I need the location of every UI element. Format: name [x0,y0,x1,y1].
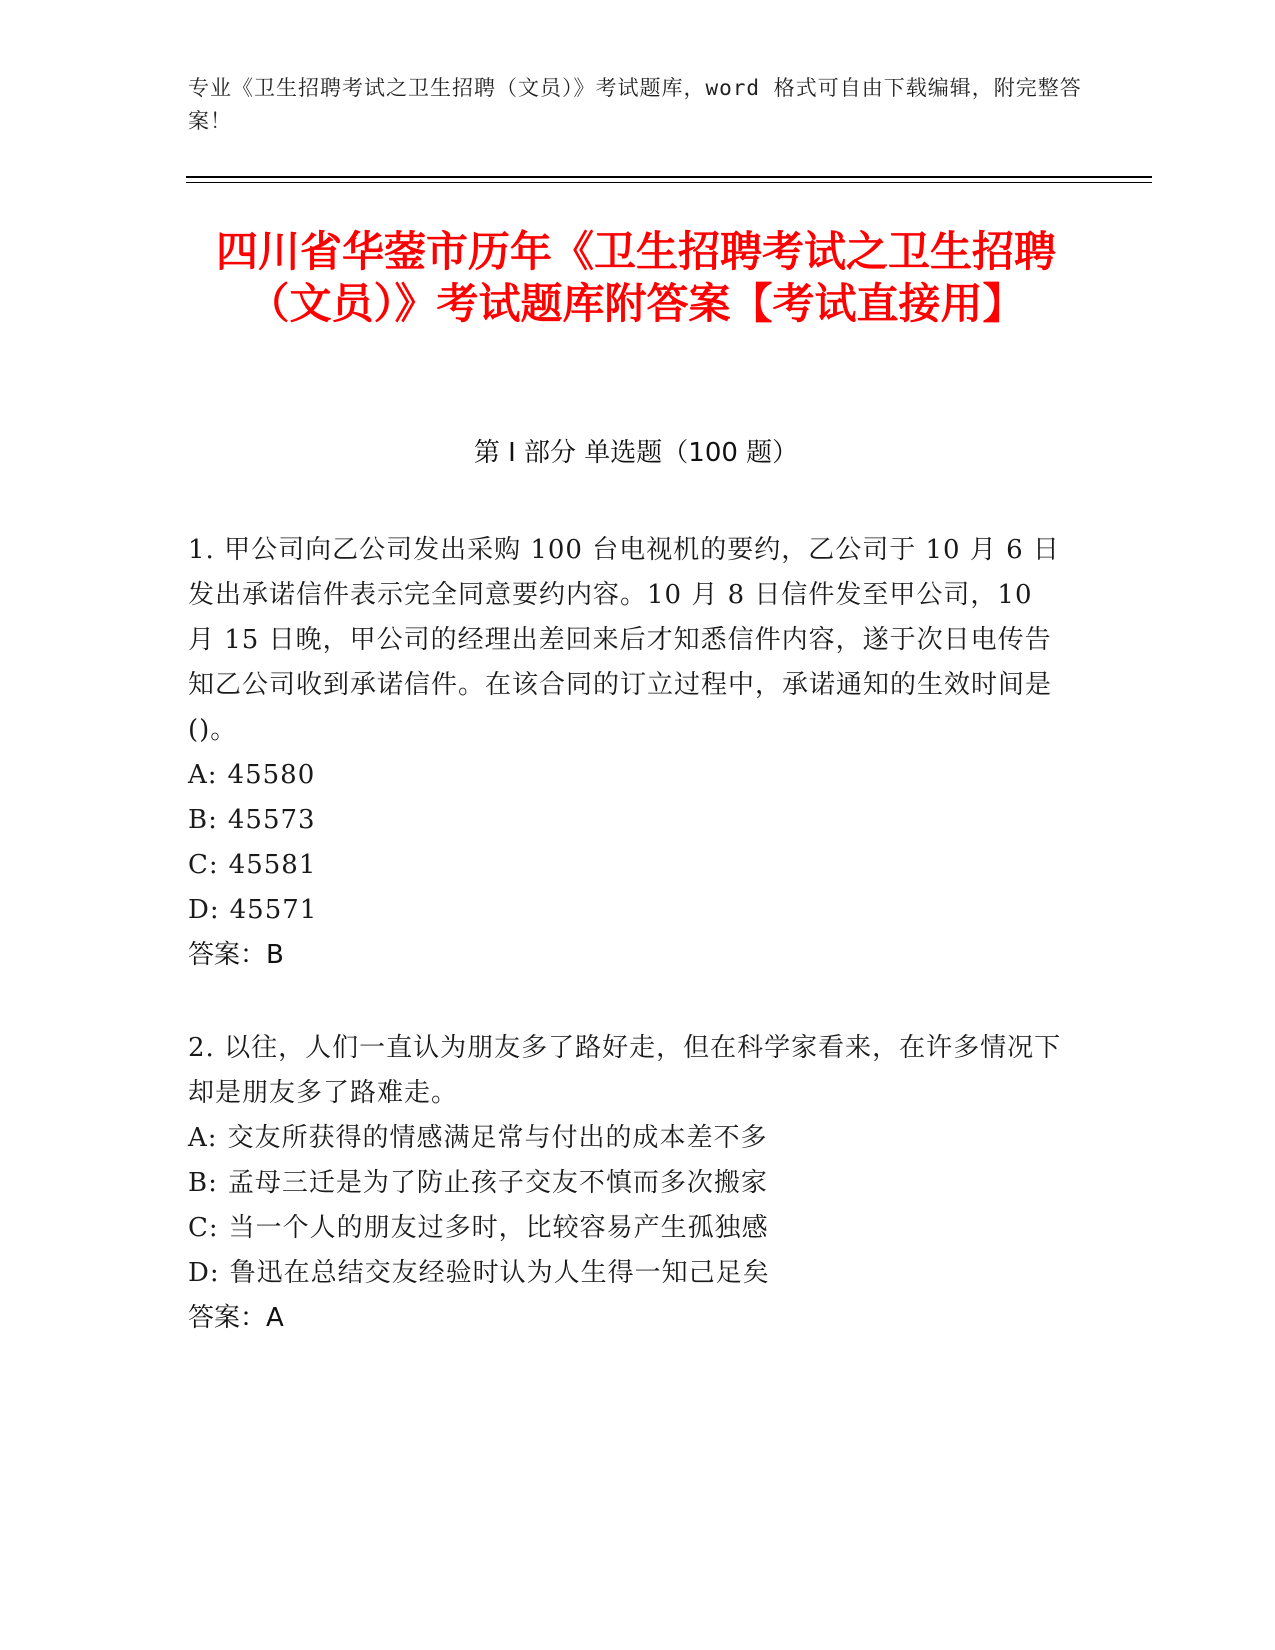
option-text: 鲁迅在总结交友经验时认为人生得一知己足矣 [229,1258,770,1288]
option-letter: A: [188,1123,218,1153]
question-text: 2. 以往，人们一直认为朋友多了路好走，但在科学家看来，在许多情况下却是朋友多了路难走。 [188,1033,1062,1108]
question-1 [188,528,1068,978]
option-d [188,888,1068,933]
question-text: 1. 甲公司向乙公司发出采购 100 台电视机的要约，乙公司于 10 月 6 日发出承诺信件表示完全同意要约内容。10 月 8 日信件发至甲公司，10 月 15 日晚，甲公司的经理出差回来后才知悉信件内容，遂于次日电传告知乙公司收到承诺信件。在该合同的订立过程中，承诺通知的生效时间是()。 [188,535,1060,745]
header-rule-thin [186,182,1152,183]
option-text: 45581 [228,850,317,880]
option-text: 交友所获得的情感满足常与付出的成本差不多 [227,1123,768,1153]
answer-line: 答案：B [188,940,284,970]
question-2 [188,1026,1068,1341]
header-rule-thick [186,176,1152,178]
section-heading: 第 I 部分 单选题（100 题） [473,438,799,468]
option-letter: D: [188,1258,220,1288]
option-letter: C: [188,1213,219,1243]
option-text: 孟母三迁是为了防止孩子交友不慎而多次搬家 [227,1168,768,1198]
option-letter: D: [188,895,220,925]
option-b [188,1161,1068,1206]
option-b [188,798,1068,843]
document-title: 四川省华蓥市历年《卫生招聘考试之卫生招聘（文员）》考试题库附答案【考试直接用】 [215,227,1056,328]
option-c [188,1206,1068,1251]
option-letter: B: [188,805,218,835]
option-a [188,1116,1068,1161]
option-text: 当一个人的朋友过多时，比较容易产生孤独感 [228,1213,769,1243]
option-letter: A: [188,760,218,790]
header-note: 专业《卫生招聘考试之卫生招聘（文员）》考试题库，word 格式可自由下载编辑，附完整答案！ [188,76,1082,133]
answer-line: 答案：A [188,1303,284,1333]
option-c [188,843,1068,888]
option-a [188,753,1068,798]
option-text: 45573 [227,805,316,835]
option-text: 45571 [229,895,318,925]
option-letter: B: [188,1168,218,1198]
option-letter: C: [188,850,219,880]
option-d [188,1251,1068,1296]
option-text: 45580 [227,760,316,790]
